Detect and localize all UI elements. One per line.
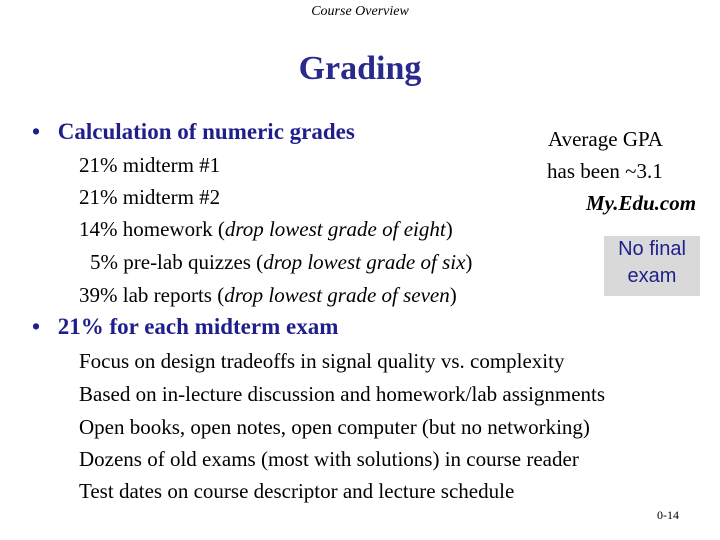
- callout-line1: No final: [618, 238, 686, 260]
- bullet-label: Calculation of numeric grades: [57, 119, 355, 144]
- grade-pct: 21%: [79, 153, 118, 177]
- grade-item-lab-reports: [79, 283, 457, 308]
- grade-text: lab reports (: [122, 283, 225, 307]
- grade-text: pre-lab quizzes (: [123, 250, 264, 274]
- midterm-detail: Based on in-lecture discussion and homework/lab assignments: [79, 382, 606, 406]
- grade-pct: 39%: [79, 283, 118, 307]
- grade-text: midterm #1: [122, 153, 221, 177]
- grade-item-prelab: [90, 250, 472, 275]
- grade-close: ): [449, 283, 457, 307]
- bullet-numeric-grades: [32, 119, 355, 145]
- grade-pct: 14%: [79, 217, 118, 241]
- grade-pct: 5%: [90, 250, 118, 274]
- gpa-line2: has been ~3.1: [547, 159, 663, 183]
- bullet-label: 21% for each midterm exam: [57, 314, 339, 339]
- midterm-detail: Test dates on course descriptor and lecture schedule: [79, 479, 515, 503]
- midterm-detail: Open books, open notes, open computer (but no networking): [79, 415, 590, 439]
- gpa-line1: Average GPA: [548, 127, 663, 151]
- grade-note: drop lowest grade of eight: [224, 217, 446, 241]
- bullet-dot-icon: •: [32, 314, 41, 339]
- no-final-callout: [604, 236, 700, 296]
- grade-text: midterm #2: [122, 185, 221, 209]
- grade-item-homework: [79, 217, 453, 242]
- bullet-midterm-exam: [32, 314, 338, 340]
- grade-item-midterm1: [79, 153, 220, 178]
- gpa-source: My.Edu.com: [586, 191, 697, 215]
- grade-close: ): [445, 217, 453, 241]
- slide-header: Course Overview: [311, 4, 409, 19]
- page-number: 0-14: [657, 508, 679, 522]
- grade-item-midterm2: [79, 185, 220, 210]
- grade-text: homework (: [122, 217, 225, 241]
- grade-note: drop lowest grade of seven: [224, 283, 450, 307]
- grade-pct: 21%: [79, 185, 118, 209]
- callout-line2: exam: [627, 265, 677, 287]
- bullet-dot-icon: •: [32, 119, 41, 144]
- grade-close: ): [465, 250, 473, 274]
- slide-title: Grading: [298, 50, 422, 87]
- midterm-detail: Focus on design tradeoffs in signal quality vs. complexity: [79, 349, 565, 373]
- midterm-detail: Dozens of old exams (most with solutions) in course reader: [79, 447, 579, 471]
- grade-note: drop lowest grade of six: [263, 250, 466, 274]
